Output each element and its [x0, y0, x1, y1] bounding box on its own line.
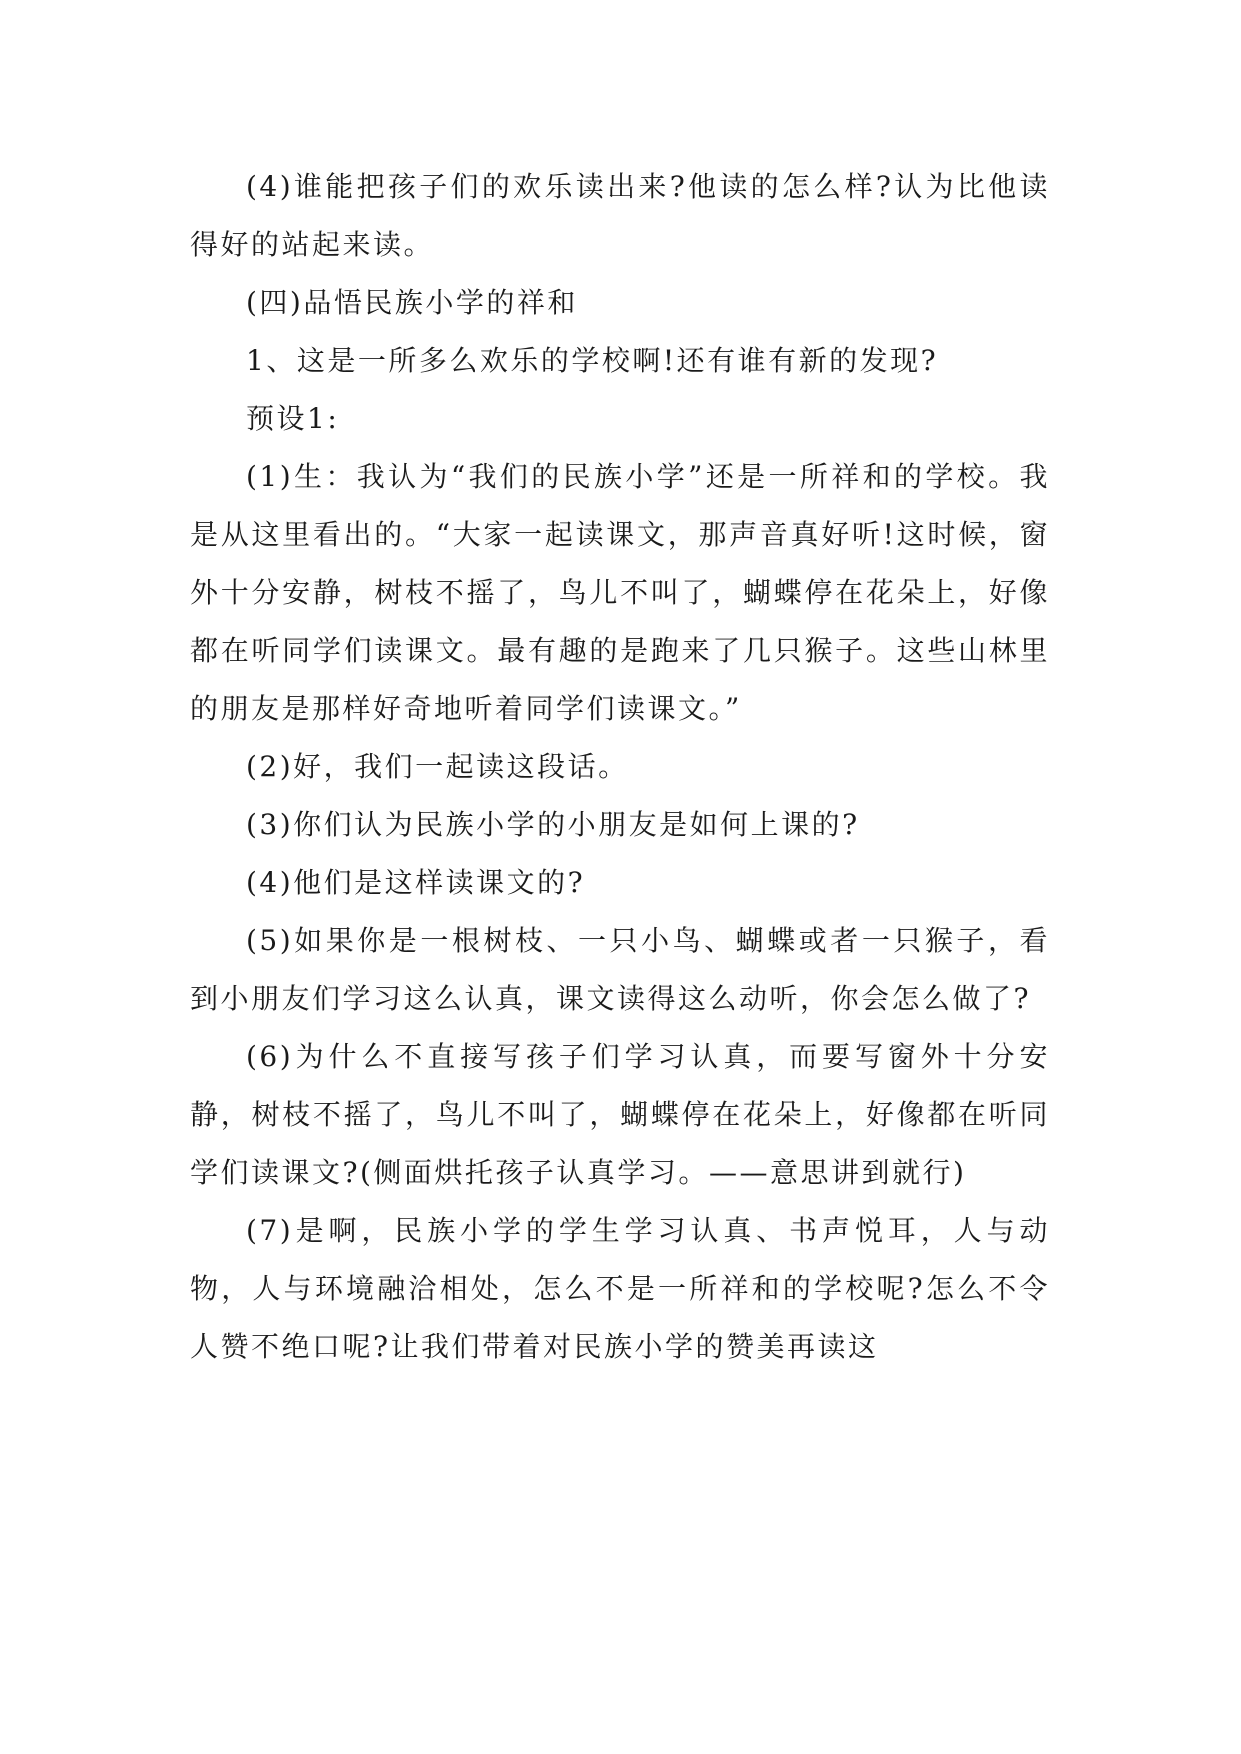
paragraph-preset-label: 预设1: — [246, 402, 340, 435]
paragraph-imagine: (5)如果你是一根树枝、一只小鸟、蝴蝶或者一只猴子，看到小朋友们学习这么认真，课文读得这么动听，你会怎么做了? — [190, 924, 1050, 1015]
paragraph-read-together: (2)好，我们一起读这段话。 — [246, 750, 629, 783]
paragraph-question-discovery: 1、这是一所多么欢乐的学校啊!还有谁有新的发现? — [246, 344, 939, 377]
paragraph-why-indirect: (6)为什么不直接写孩子们学习认真，而要写窗外十分安静，树枝不摇了，鸟儿不叫了，蝴蝶停在花朵上，好像都在听同学们读课文?(侧面烘托孩子认真学习。——意思讲到就行) — [190, 1040, 1050, 1189]
paragraph-reading-joy: (4)谁能把孩子们的欢乐读出来?他读的怎么样?认为比他读得好的站起来读。 — [190, 170, 1050, 261]
paragraph-conclusion: (7)是啊，民族小学的学生学习认真、书声悦耳，人与动物，人与环境融洽相处，怎么不是一所祥和的学校呢?怎么不令人赞不绝口呢?让我们带着对民族小学的赞美再读这 — [190, 1214, 1050, 1363]
section-heading-harmony: (四)品悟民族小学的祥和 — [246, 286, 578, 319]
document-body — [190, 158, 1050, 1376]
paragraph-how-read: (4)他们是这样读课文的? — [246, 866, 586, 899]
paragraph-student-answer: (1)生：我认为“我们的民族小学”还是一所祥和的学校。我是从这里看出的。“大家一起读课文，那声音真好听!这时候，窗外十分安静，树枝不摇了，鸟儿不叫了，蝴蝶停在花朵上，好像都在听同学们读课文。最有趣的是跑来了几只猴子。这些山林里的朋友是那样好奇地听着同学们读课文。” — [190, 460, 1050, 725]
paragraph-how-class: (3)你们认为民族小学的小朋友是如何上课的? — [246, 808, 860, 841]
